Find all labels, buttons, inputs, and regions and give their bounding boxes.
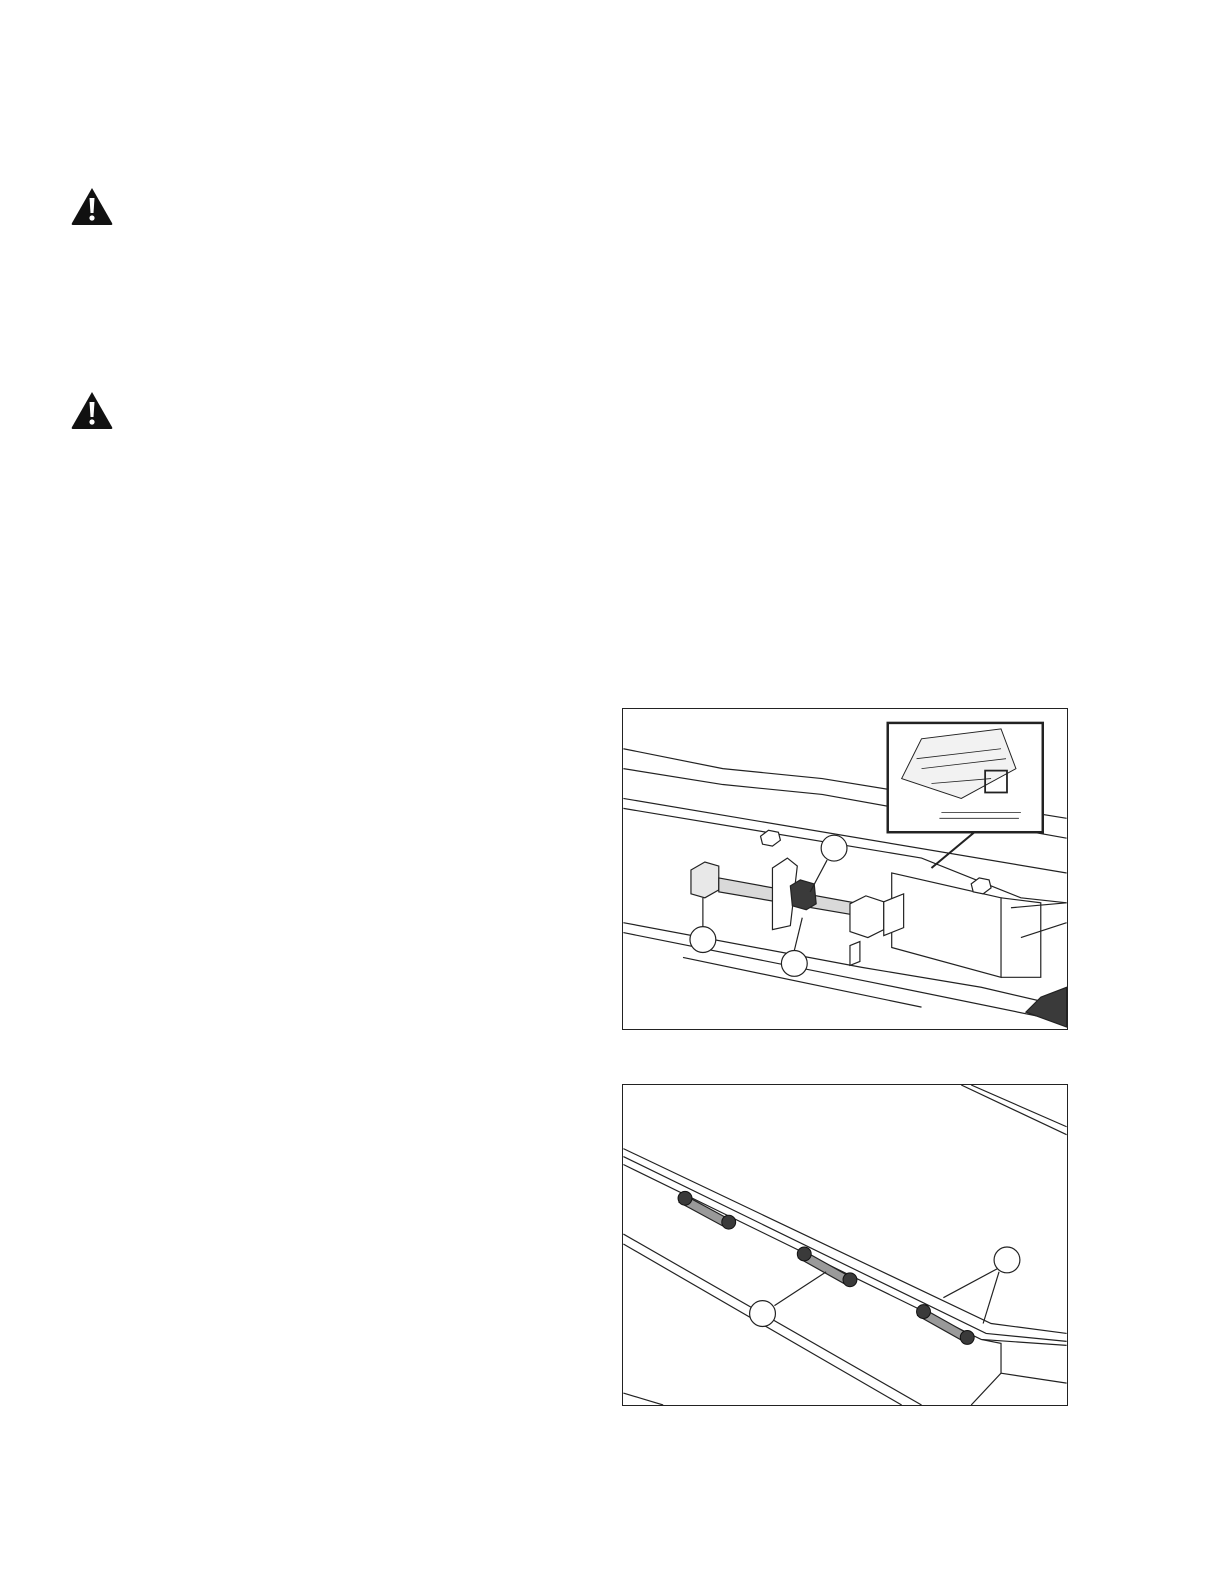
warning-triangle-icon [70,390,114,430]
figure-bolt-row [622,1084,1068,1406]
inset-overview [888,723,1043,832]
warning-triangle-icon [70,186,114,226]
figure-adjustment-bolt [622,708,1068,1030]
bolt-row-illustration [623,1085,1067,1405]
adjustment-bolt-illustration [623,709,1067,1029]
